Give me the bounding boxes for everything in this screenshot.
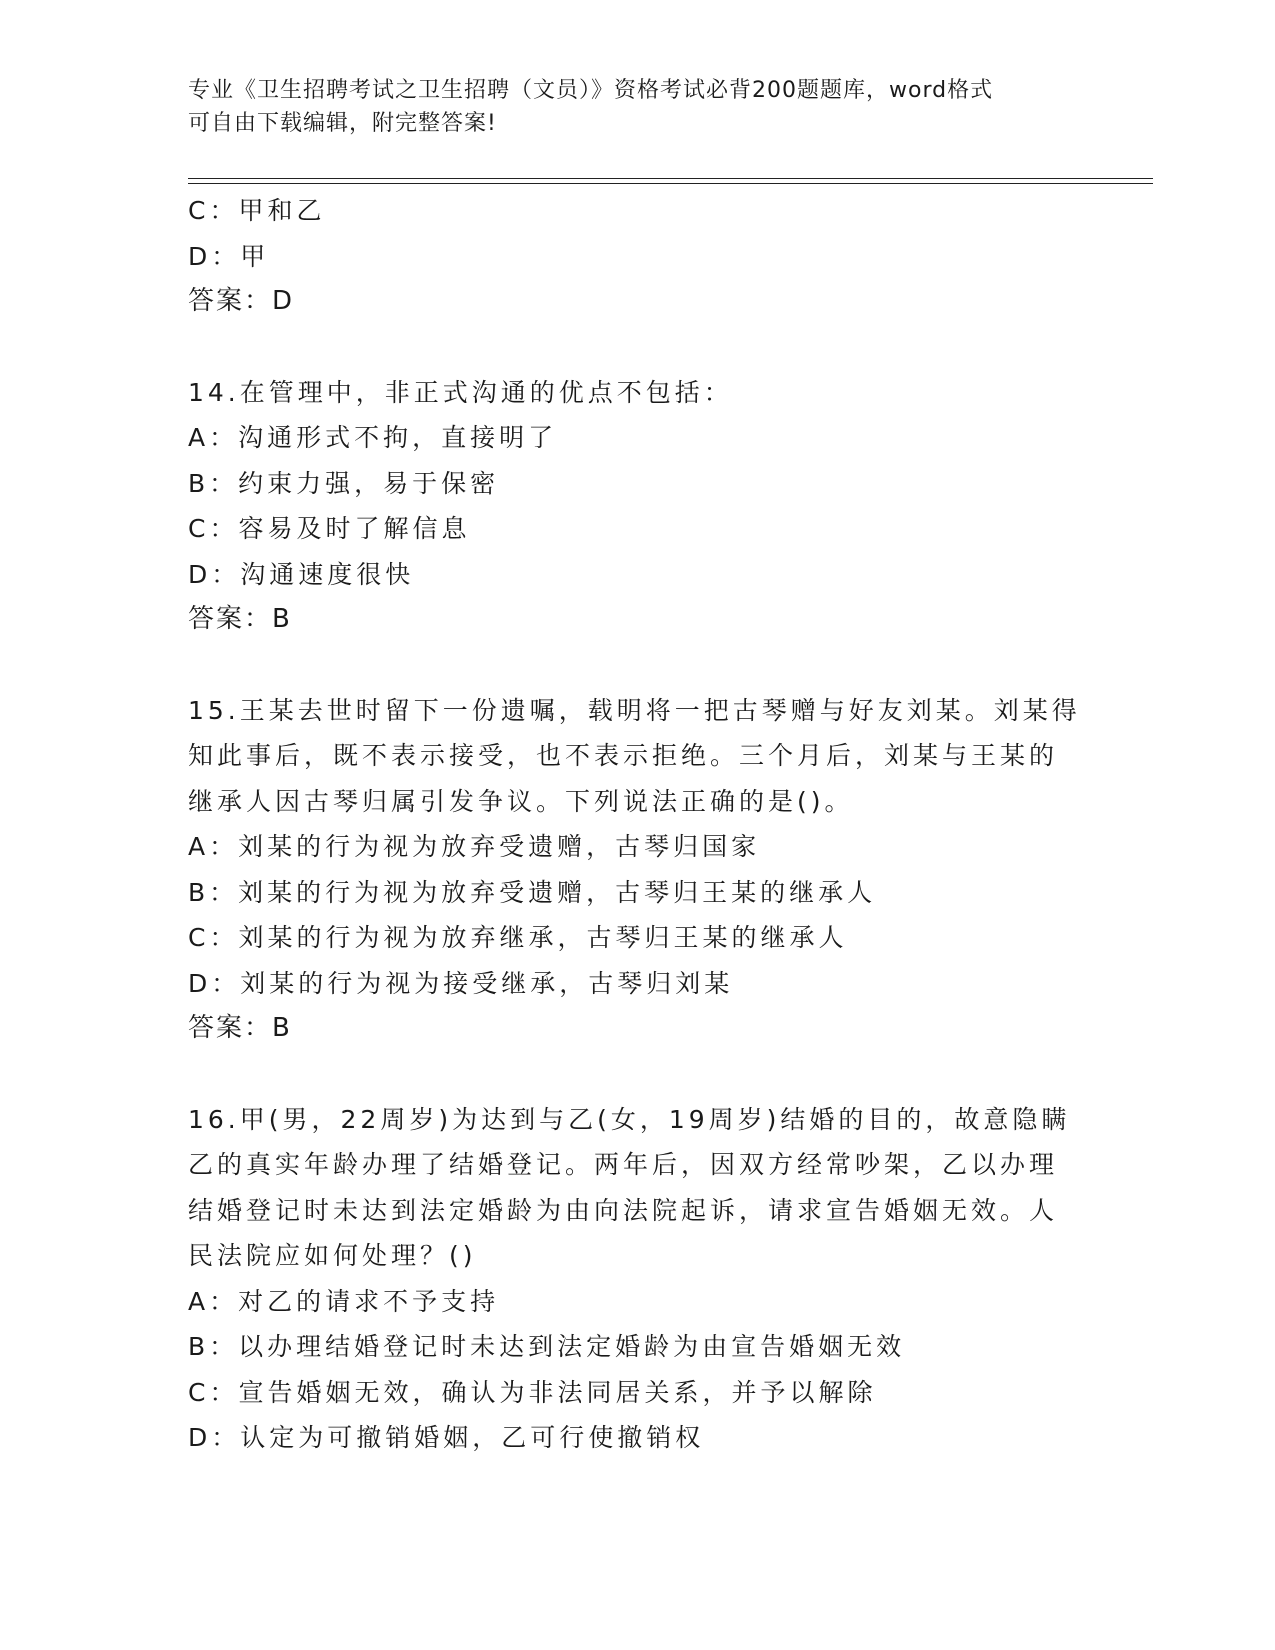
q16-question-line-4: 民法院应如何处理？() — [188, 1241, 477, 1270]
question-16-block — [188, 1097, 1108, 1461]
q14-question: 14.在管理中，非正式沟通的优点不包括： — [188, 377, 733, 407]
question-14-block — [188, 370, 1108, 643]
q15-question-line-3: 继承人因古琴归属引发争议。下列说法正确的是()。 — [188, 786, 854, 816]
q16-question-line-2: 乙的真实年龄办理了结婚登记。两年后，因双方经常吵架，乙以办理 — [188, 1150, 1059, 1179]
q15-option-d: D：刘某的行为视为接受继承，古琴归刘某 — [188, 968, 734, 998]
q14-option-b: B：约束力强，易于保密 — [188, 468, 500, 498]
header-divider-bottom — [188, 183, 1153, 184]
question-13-block — [188, 188, 1108, 325]
header-line-2: 可自由下载编辑，附完整答案! — [188, 111, 497, 136]
q15-option-a: A：刘某的行为视为放弃受遗赠，古琴归国家 — [188, 832, 761, 861]
question-15-block — [188, 688, 1108, 1052]
q15-option-b: B：刘某的行为视为放弃受遗赠，古琴归王某的继承人 — [188, 877, 877, 907]
header-divider-top — [188, 178, 1153, 179]
header-line-1: 专业《卫生招聘考试之卫生招聘（文员）》资格考试必背200题题库，word格式 — [188, 78, 994, 103]
q15-question-line-1: 15.王某去世时留下一份遗嘱，载明将一把古琴赠与好友刘某。刘某得 — [188, 695, 1081, 725]
spacer — [188, 1052, 1108, 1097]
document-body — [188, 188, 1108, 1461]
q13-option-d: D：甲 — [188, 241, 270, 271]
q14-option-d: D：沟通速度很快 — [188, 559, 415, 589]
spacer — [188, 643, 1108, 688]
q15-answer: 答案：B — [188, 1013, 292, 1043]
q16-option-a: A：对乙的请求不予支持 — [188, 1286, 500, 1316]
q16-option-b: B：以办理结婚登记时未达到法定婚龄为由宣告婚姻无效 — [188, 1332, 906, 1361]
q14-answer: 答案：B — [188, 604, 292, 634]
q16-question-line-3: 结婚登记时未达到法定婚龄为由向法院起诉，请求宣告婚姻无效。人 — [188, 1195, 1059, 1225]
q15-option-c: C：刘某的行为视为放弃继承，古琴归王某的继承人 — [188, 923, 848, 952]
q16-question-line-1: 16.甲(男，22周岁)为达到与乙(女，19周岁)结婚的目的，故意隐瞒 — [188, 1104, 1071, 1134]
q13-answer: 答案：D — [188, 286, 295, 316]
q13-option-c: C：甲和乙 — [188, 196, 326, 225]
q14-option-a: A：沟通形式不拘，直接明了 — [188, 423, 558, 452]
q16-option-c: C：宣告婚姻无效，确认为非法同居关系，并予以解除 — [188, 1377, 877, 1407]
spacer — [188, 325, 1108, 370]
document-header — [188, 74, 1088, 140]
q16-option-d: D：认定为可撤销婚姻，乙可行使撤销权 — [188, 1423, 705, 1452]
q15-question-line-2: 知此事后，既不表示接受，也不表示拒绝。三个月后，刘某与王某的 — [188, 741, 1059, 770]
q14-option-c: C：容易及时了解信息 — [188, 514, 471, 543]
